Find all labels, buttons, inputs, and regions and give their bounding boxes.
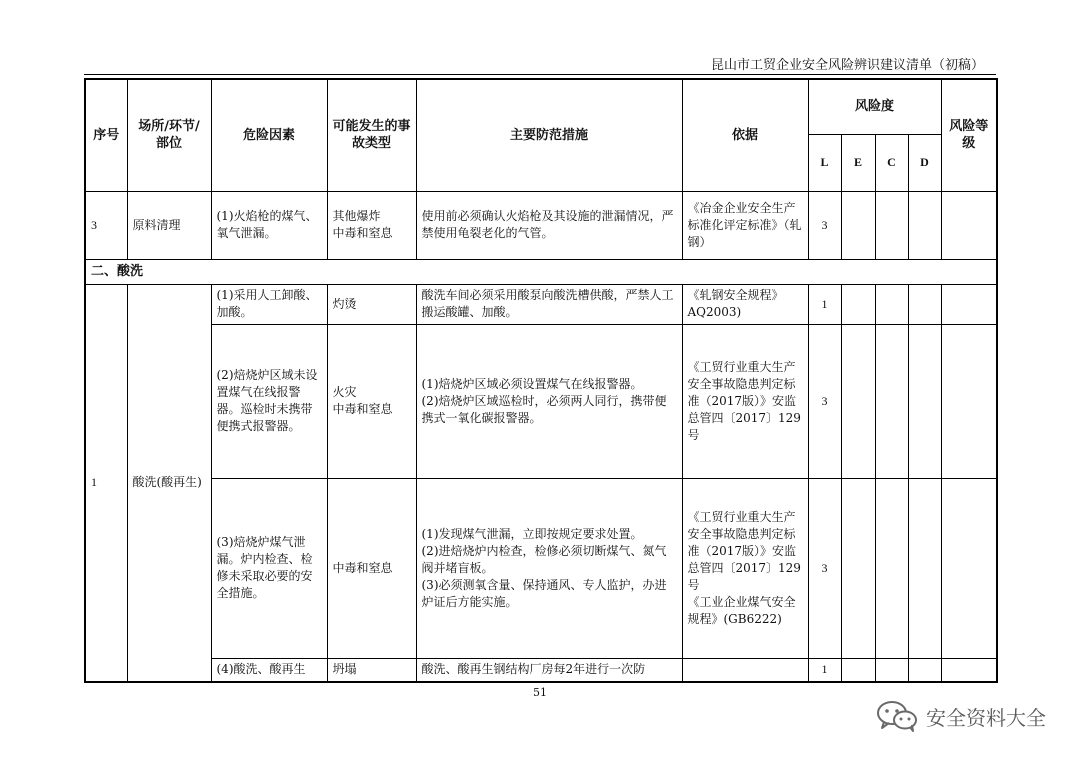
- row-L: 3: [808, 324, 841, 478]
- table-row: [85, 284, 997, 324]
- wechat-icon: [876, 700, 918, 732]
- row-basis: [682, 658, 808, 682]
- page-number: 51: [533, 686, 547, 699]
- row-level: [941, 284, 997, 324]
- measure-line: (2)进焙烧炉内检查，检修必须切断煤气、氮气阀并堵盲板。: [421, 543, 667, 575]
- header-C: C: [875, 134, 908, 191]
- row-location: 原料清理: [127, 191, 211, 259]
- row-E: [841, 284, 875, 324]
- row-D: [908, 324, 941, 478]
- document-header: 昆山市工贸企业安全风险辨识建议清单（初稿）: [710, 58, 984, 73]
- group-location: 酸洗(酸再生): [127, 284, 211, 682]
- measure-line: 酸洗、酸再生钢结构厂房每2年进行一次防: [421, 662, 646, 677]
- row-accident: [327, 284, 416, 324]
- watermark-text: 安全资料大全: [926, 705, 1046, 730]
- row-level: [941, 658, 997, 682]
- header-D: D: [908, 134, 941, 191]
- row-E: [841, 191, 875, 259]
- section-row: [85, 259, 997, 284]
- row-hazard: (2)焙烧炉区域未设置煤气在线报警器。巡检时未携带便携式报警器。: [211, 324, 327, 478]
- header-risk-level: 风险等级: [941, 79, 997, 191]
- measure-line: (3)必须测氧含量、保持通风、专人监护，办进炉证后方能实施。: [421, 577, 667, 609]
- header-location: 场所/环节/部位: [127, 79, 211, 191]
- row-seq: 3: [85, 191, 127, 259]
- measure-line: (2)焙烧炉区域巡检时，必须两人同行，携带便携式一氧化碳报警器。: [421, 393, 667, 425]
- header-basis: 依据: [682, 79, 808, 191]
- row-D: [908, 284, 941, 324]
- header-row-1: [85, 79, 997, 134]
- row-D: [908, 658, 941, 682]
- watermark: [876, 700, 1046, 732]
- accident-line: 中毒和窒息: [332, 560, 393, 575]
- section-title: 二、酸洗: [85, 259, 997, 284]
- row-L: 1: [808, 284, 841, 324]
- accident-line: 中毒和窒息: [332, 402, 393, 416]
- row-hazard: (3)焙烧炉煤气泄漏。炉内检查、检修未采取必要的安全措施。: [211, 478, 327, 658]
- table-row-prev: [85, 191, 997, 259]
- header-seq: 序号: [85, 79, 127, 191]
- group-seq: 1: [85, 284, 127, 682]
- table-row: [85, 324, 997, 478]
- header-measures: 主要防范措施: [416, 79, 682, 191]
- row-measures: [416, 284, 682, 324]
- table-row: [85, 658, 997, 682]
- row-measures: [416, 658, 682, 682]
- row-basis: 《冶金企业安全生产标准化评定标准》（轧钢）: [682, 191, 808, 259]
- row-accident: [327, 478, 416, 658]
- row-measures: [416, 324, 682, 478]
- row-measures: 使用前必须确认火焰枪及其设施的泄漏情况，严禁使用龟裂老化的气管。: [416, 191, 682, 259]
- header-L: L: [808, 134, 841, 191]
- row-L: 3: [808, 478, 841, 658]
- measure-line: (1)焙烧炉区域必须设置煤气在线报警器。: [421, 376, 643, 391]
- row-level: [941, 478, 997, 658]
- row-basis: [682, 284, 808, 324]
- row-L: 1: [808, 658, 841, 682]
- row-basis: [682, 478, 808, 658]
- row-E: [841, 478, 875, 658]
- row-level: [941, 324, 997, 478]
- row-C: [875, 658, 908, 682]
- accident-line: 坍塌: [332, 662, 357, 677]
- row-C: [875, 284, 908, 324]
- row-D: [908, 191, 941, 259]
- row-measures: [416, 478, 682, 658]
- row-D: [908, 478, 941, 658]
- row-E: [841, 324, 875, 478]
- row-C: [875, 324, 908, 478]
- accident-line: 其他爆炸: [332, 209, 381, 223]
- row-E: [841, 658, 875, 682]
- row-hazard: (4)酸洗、酸再生: [211, 658, 327, 682]
- basis-line: 《工贸行业重大生产安全事故隐患判定标准（2017版）》安监总管四〔2017〕129号: [687, 359, 801, 442]
- accident-line: 灼烫: [332, 296, 357, 311]
- risk-table: [84, 78, 998, 683]
- row-L: 3: [808, 191, 841, 259]
- table-row: [85, 478, 997, 658]
- header-hazard: 危险因素: [211, 79, 327, 191]
- row-level: [941, 191, 997, 259]
- row-hazard: (1)采用人工卸酸、加酸。: [211, 284, 327, 324]
- header-accident-type: 可能发生的事故类型: [327, 79, 416, 191]
- accident-line: 火灾: [332, 385, 357, 399]
- row-basis: [682, 324, 808, 478]
- basis-line: 《工业企业煤气安全规程》(GB6222): [687, 594, 796, 626]
- measure-line: 酸洗车间必须采用酸泵向酸洗槽供酸，严禁人工搬运酸罐、加酸。: [421, 288, 674, 319]
- basis-line: 《轧钢安全规程》AQ2003): [687, 288, 784, 319]
- row-C: [875, 191, 908, 259]
- row-accident: [327, 658, 416, 682]
- measure-line: (1)发现煤气泄漏，立即按规定要求处置。: [421, 526, 643, 541]
- row-accident: [327, 324, 416, 478]
- row-hazard: (1)火焰枪的煤气、氧气泄漏。: [211, 191, 327, 259]
- basis-line: 《工贸行业重大生产安全事故隐患判定标准（2017版）》安监总管四〔2017〕129号: [687, 509, 801, 592]
- row-accident: [327, 191, 416, 259]
- header-E: E: [841, 134, 875, 191]
- header-rule: [84, 74, 996, 75]
- row-C: [875, 478, 908, 658]
- header-risk-degree: 风险度: [808, 79, 941, 134]
- accident-line: 中毒和窒息: [332, 226, 393, 240]
